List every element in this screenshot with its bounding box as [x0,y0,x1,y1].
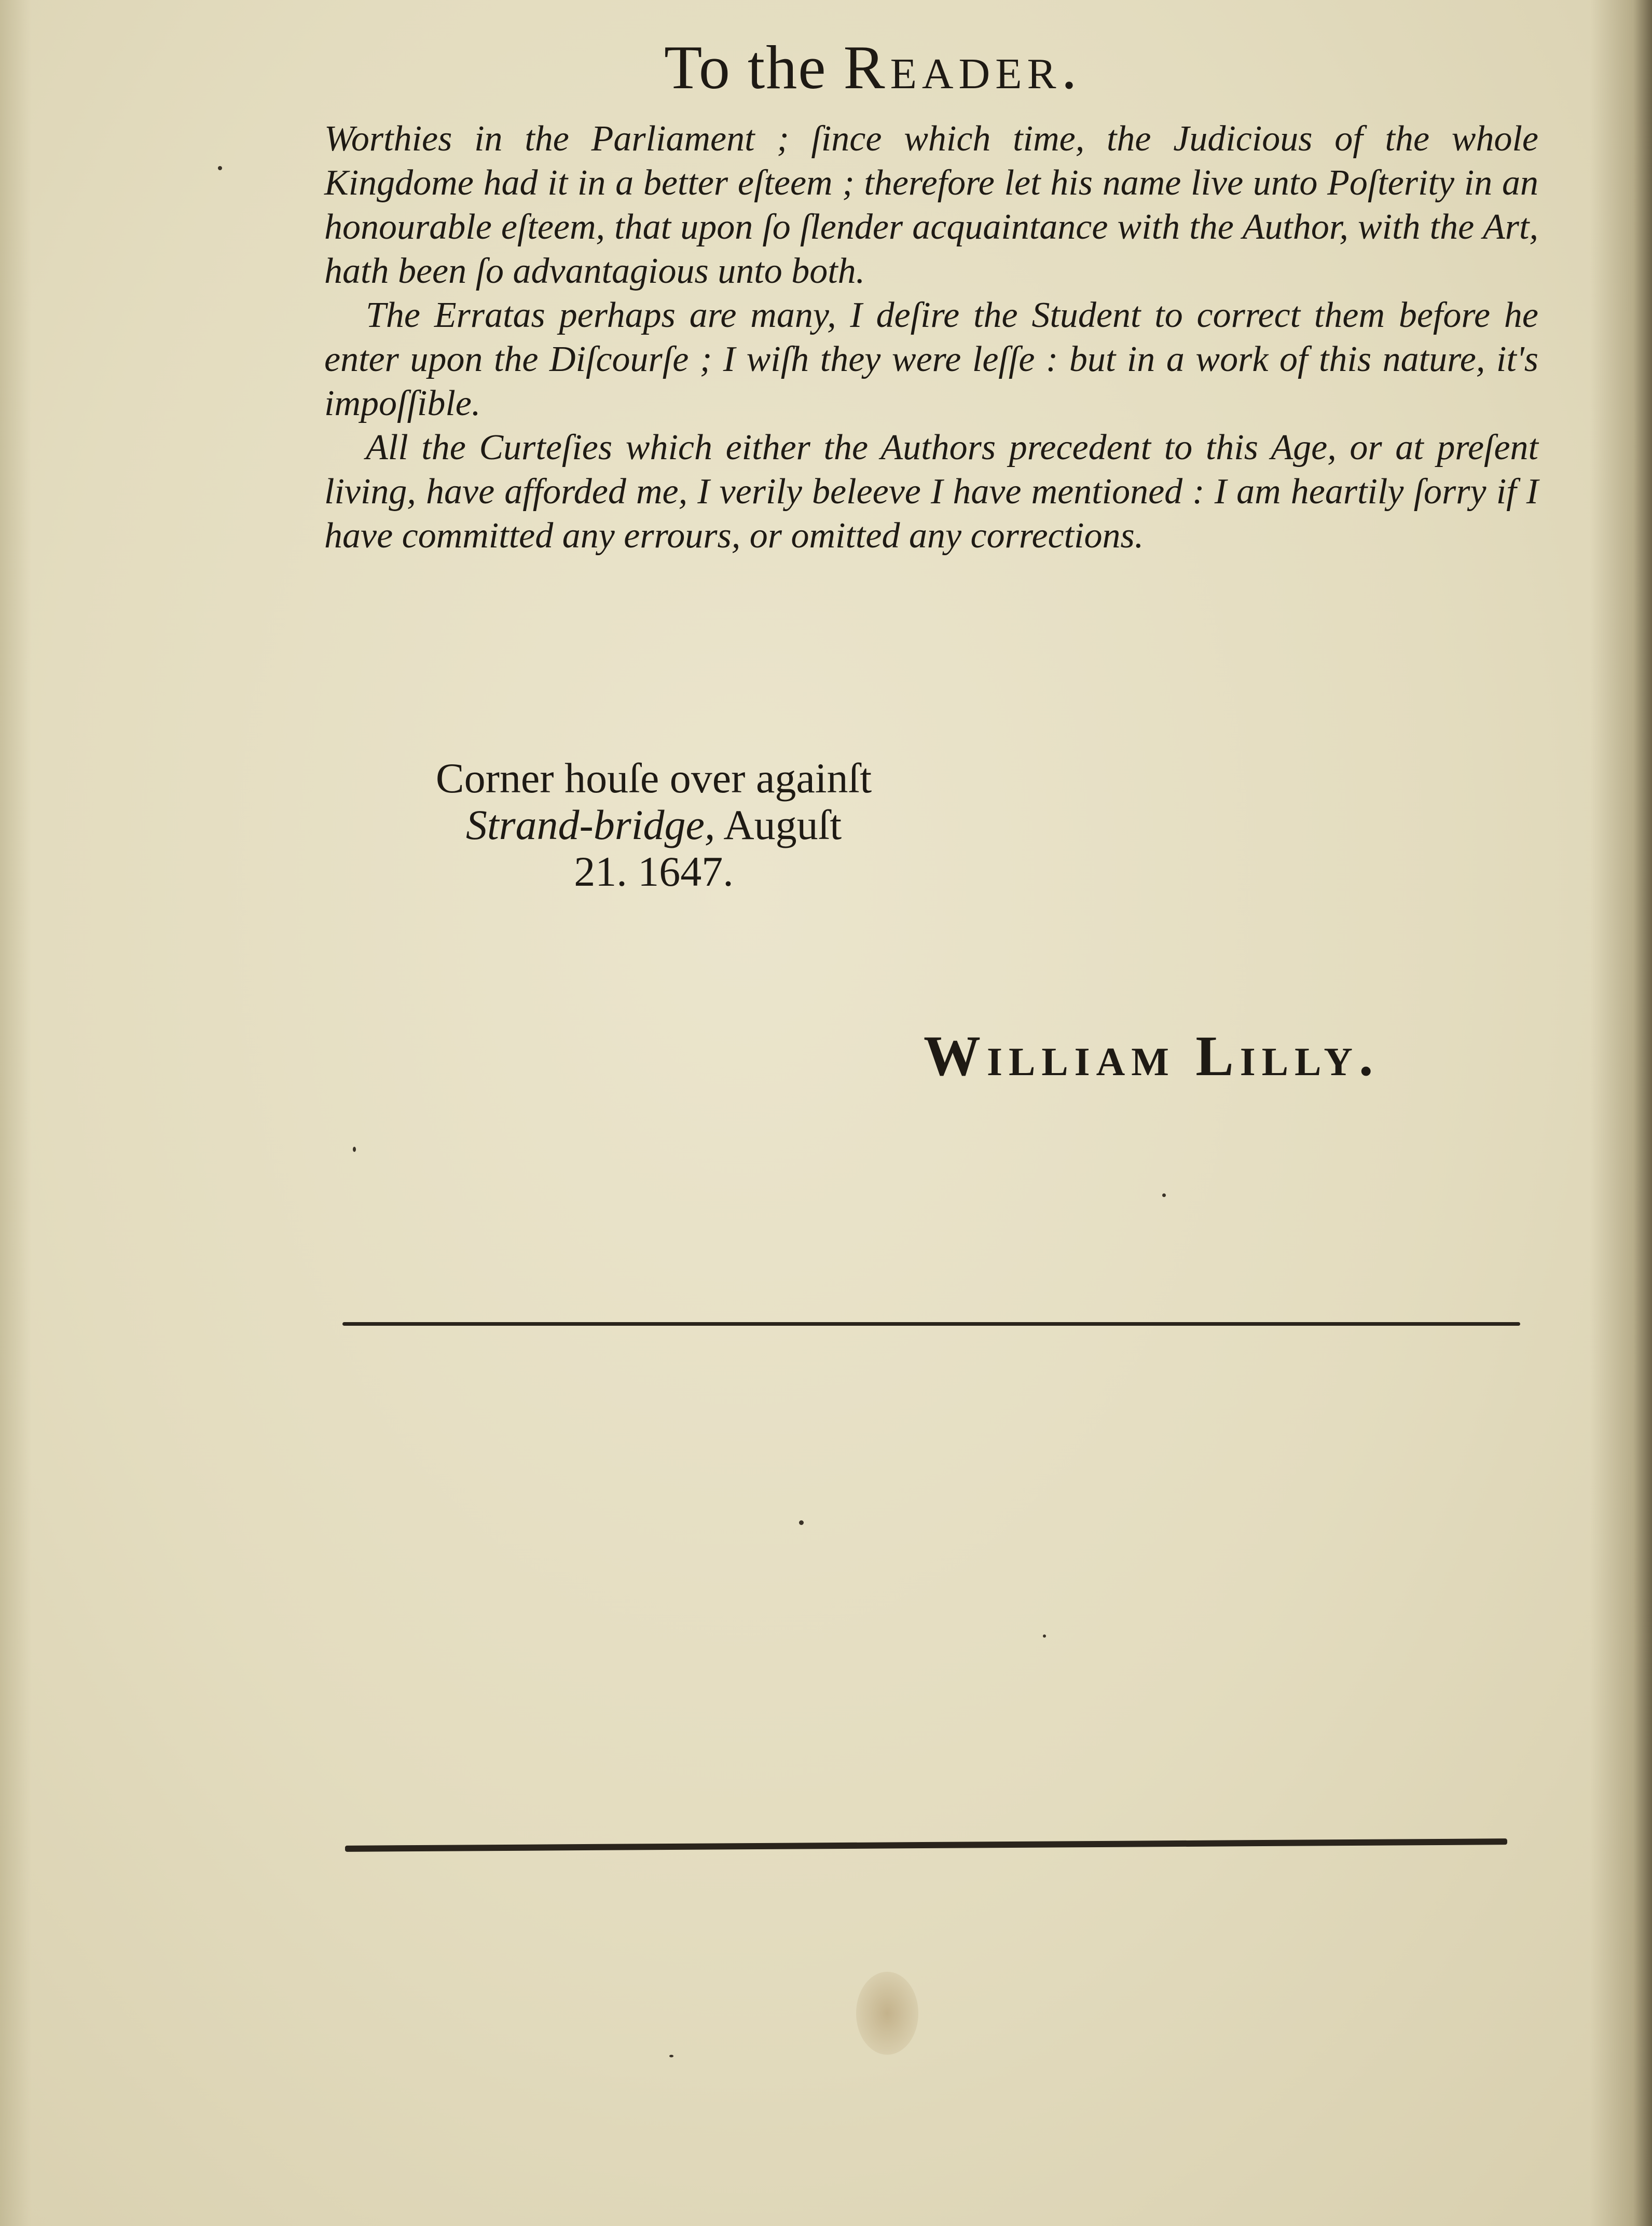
author-signature: William Lilly. [924,1024,1380,1088]
paragraph: The Erratas perhaps are many, I deſire the Student to correct them before he enter upon the Diſcourſe ; I wiſh they were leſſe : but in a work of this nature, it's impoſſible. [324,295,1538,423]
horizontal-rule [342,1322,1520,1326]
ink-speck [1043,1634,1046,1638]
paragraph: All the Curteſies which either the Authors precedent to this Age, or at preſent living, have afforded me, I verily beleeve I have mentioned : I am heartily ſorry if I have committed any errours, or omitted any corrections. [324,428,1538,556]
header-title: Reader. [843,33,1082,102]
address-block [394,755,913,895]
body-text [324,117,1538,558]
ink-speck [218,166,222,170]
page-edge-shadow [1590,0,1652,2226]
header-prefix: To the [664,33,827,102]
page-gutter-shadow [0,0,31,2226]
address-line [394,802,913,848]
address-place: Strand-bridge, [465,801,715,848]
ink-speck [799,1520,804,1525]
paper-stain [856,1972,918,2055]
address-date: 21. 1647. [574,848,734,895]
ink-speck [669,2055,673,2057]
ink-speck [1162,1193,1166,1197]
running-header [664,31,1183,104]
address-month: Auguſt [715,801,842,848]
paragraph: Worthies in the Parliament ; ſince which time, the Judicious of the whole Kingdome had it in a better eſteem ; therefore let his name live unto Poſterity in an honourable eſteem, that upon ſo ſlender acquaintance with the Author, with the Art, hath been ſo advantagious unto both. [324,119,1538,291]
address-line: Corner houſe over againſt [435,754,872,802]
ink-speck [353,1147,356,1152]
